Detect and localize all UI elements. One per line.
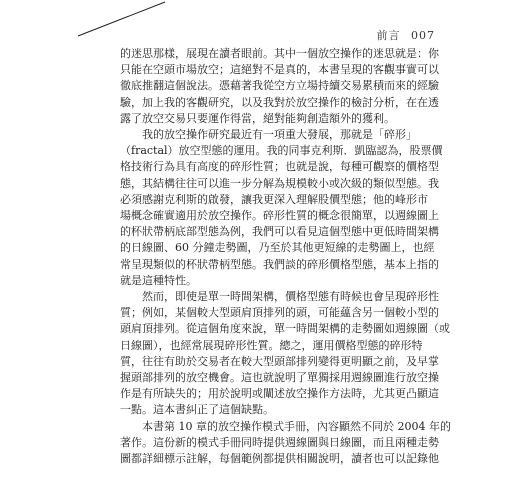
text-line: 場概念確實適用於放空操作。碎形性質的概念很簡單，以週線圖上 xyxy=(120,209,439,223)
text-line: 態，其結構往往可以進一步分解為規模較小或次級的類似型態。我 xyxy=(120,176,439,190)
paragraph-4 xyxy=(120,419,451,468)
text-line: 本書第 10 章的放空操作模式手冊，內容顯然不同於 2004 年的 xyxy=(142,419,451,433)
paragraph-2 xyxy=(120,127,443,289)
paragraph-3 xyxy=(120,289,450,419)
text-line: （fractal）放空型態的運用。我的同事克利斯．凱臨認為，股票價 xyxy=(120,144,443,158)
text-line: 的迷思那樣，展現在讀者眼前。其中一個放空操作的迷思就是：你 xyxy=(120,47,439,60)
text-line: 驗，加上我的客觀研究，以及我對於放空操作的檢討分析，在在透 xyxy=(120,95,439,109)
text-line: 露了放空交易只要運作得當，絕對能夠創造額外的獲利。 xyxy=(120,111,395,125)
text-line: 我的放空操作研究最近有一項重大發展，那就是「碎形」 xyxy=(142,128,417,142)
text-line: 著作。這份新的模式手冊同時提供週線圖與日線圖，而且兩種走勢 xyxy=(120,435,439,449)
text-line: 一點。這本書糾正了這個缺點。 xyxy=(120,403,274,417)
text-line: 頭肩頂排列。從這個角度來說，單一時間架構的走勢圖如週線圖（或 xyxy=(120,322,450,336)
text-line: 必須感謝克利斯的啟發，讓我更深入理解股價型態；他的峰形市 xyxy=(120,192,428,206)
text-line: 圖都詳細標示註解，每個範例都提供相關說明，讀者也可以記錄他 xyxy=(120,452,439,466)
text-line: 常呈現類似的杯狀帶柄型態。我們談的碎形價格型態，基本上指的 xyxy=(120,257,439,271)
text-line: 徹底推翻這個說法。憑藉著我從空方立場持續交易累積而來的經驗 xyxy=(120,79,439,93)
text-line: 質；例如，某個較大型頭肩頂排列的頭，可能蘊含另一個較小型的 xyxy=(120,306,439,320)
text-line: 的日線圖、60 分鐘走勢圖，乃至於其他更短線的走勢圖上，也經 xyxy=(120,241,435,255)
body-text xyxy=(120,46,451,467)
page-number: 007 xyxy=(411,29,435,42)
running-header xyxy=(377,27,436,43)
text-line: 的杯狀帶柄底部型態為例，我們可以看見這個型態中更低時間架構 xyxy=(120,225,439,239)
text-line: 就是這種特性。 xyxy=(120,273,197,287)
text-line: 然而，即使是單一時間架構，價格型態有時候也會呈現碎形性 xyxy=(142,290,439,304)
paragraph-1 xyxy=(120,46,439,127)
decorative-corner-line xyxy=(0,0,200,40)
text-line: 作是有所缺失的；用於說明或闡述放空操作方法時，尤其更凸顯這 xyxy=(120,387,439,401)
text-line: 握頭部排列的放空機會。這也就說明了單獨採用週線圖進行放空操 xyxy=(120,371,439,385)
text-line: 只能在空頭市場放空；這絕對不是真的，本書呈現的客觀事實可以 xyxy=(120,63,439,77)
text-line: 格技術行為具有高度的碎形性質；也就是說，每種可觀察的價格型 xyxy=(120,160,439,174)
text-line: 質，往往有助於交易者在較大型頭部排列變得更明顯之前，及早掌 xyxy=(120,354,439,368)
text-line: 日線圖），也經常展現碎形性質。總之，運用價格型態的碎形特 xyxy=(120,338,423,352)
header-section-title: 前言 xyxy=(376,29,401,42)
